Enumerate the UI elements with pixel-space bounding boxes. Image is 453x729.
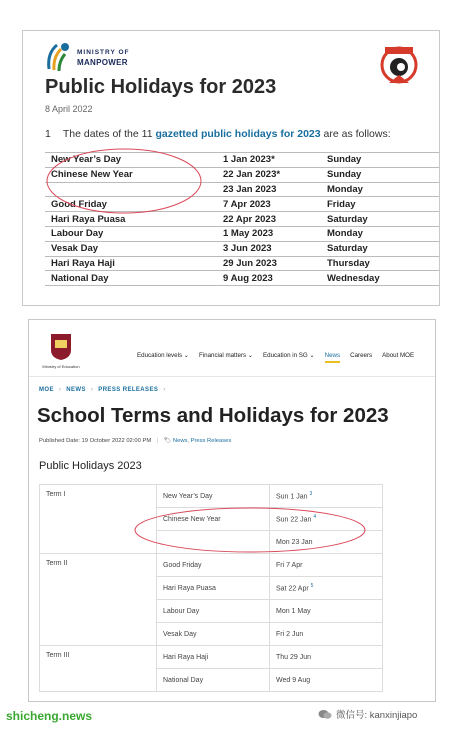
cell-date: 22 Apr 2023 [217, 212, 321, 227]
chevron-right-icon: › [58, 387, 62, 393]
breadcrumb-news[interactable]: NEWS [66, 387, 86, 393]
moe-crest-icon [39, 332, 83, 372]
source-watermark: shicheng.news [6, 709, 93, 723]
nav-about-moe[interactable]: About MOE [382, 352, 415, 359]
publish-date: 8 April 2022 [45, 104, 93, 114]
mom-logo-line1: MINISTRY OF [77, 49, 130, 56]
intro-text-post: are as follows: [320, 128, 391, 140]
cell-holiday: Labour Day [45, 226, 217, 241]
page-title: School Terms and Holidays for 2023 [37, 404, 389, 427]
nav-news[interactable]: News [325, 352, 340, 363]
cell-date: 1 May 2023 [217, 226, 321, 241]
nav-education-in-sg[interactable]: Education in SG ⌄ [263, 352, 315, 359]
cell-date [270, 485, 383, 508]
cell-holiday: Vesak Day [45, 241, 217, 256]
nav-financial-matters[interactable]: Financial matters ⌄ [198, 352, 253, 359]
news-stamp-logo [379, 43, 419, 89]
date-text: Sun 22 Jan [276, 516, 312, 524]
cell-date [270, 577, 383, 600]
intro-paragraph [45, 128, 391, 140]
cell-day: Monday [321, 182, 440, 197]
table-row [45, 256, 440, 271]
highlight-oval [133, 506, 367, 554]
cell-day: Friday [321, 197, 440, 212]
date-text: Fri 7 Apr [276, 561, 303, 569]
table-row [40, 646, 383, 669]
date-text: Fri 2 Jun [276, 630, 304, 638]
cell-holiday: Labour Day [157, 600, 270, 623]
header-divider [29, 376, 435, 377]
cell-day: Sunday [321, 167, 440, 182]
cell-day: Monday [321, 226, 440, 241]
cell-holiday: Hari Raya Puasa [45, 212, 217, 227]
cell-holiday: National Day [157, 669, 270, 692]
table-row [40, 485, 383, 508]
footnote-link[interactable]: 5 [310, 583, 314, 590]
cell-holiday: New Year’s Day [157, 485, 270, 508]
cell-term: Term II [40, 554, 157, 646]
cell-day: Saturday [321, 241, 440, 256]
nav-education-levels[interactable]: Education levels ⌄ [137, 352, 189, 359]
cell-date [270, 646, 383, 669]
moe-screenshot-panel [28, 319, 436, 702]
paragraph-number: 1 [45, 128, 51, 140]
cell-date [270, 623, 383, 646]
date-text: Thu 29 Jun [276, 653, 312, 661]
table-row [45, 271, 440, 286]
cell-date: 22 Jan 2023* [217, 167, 321, 182]
breadcrumb [39, 387, 171, 393]
date-text: Mon 23 Jan [276, 538, 313, 546]
intro-text-pre: The dates of the 11 [62, 128, 156, 140]
cell-date: 29 Jun 2023 [217, 256, 321, 271]
tag-icon: 🏷 [163, 438, 172, 444]
cell-holiday: Hari Raya Puasa [157, 577, 270, 600]
wechat-icon [318, 709, 332, 720]
cell-holiday: Chinese New Year [157, 508, 270, 531]
cell-day: Sunday [321, 153, 440, 168]
footnote-link[interactable]: 4 [313, 514, 317, 521]
wechat-id: 微信号: kanxinjiapo [336, 710, 418, 721]
main-nav [137, 352, 414, 363]
breadcrumb-moe[interactable]: MOE [39, 387, 54, 393]
mom-logo-line2: MANPOWER [77, 58, 128, 67]
chevron-right-icon: › [90, 387, 94, 393]
svg-text:Ministry of Education: Ministry of Education [42, 364, 80, 369]
cell-date [270, 669, 383, 692]
mom-logo[interactable] [43, 39, 148, 79]
cell-holiday: Good Friday [45, 197, 217, 212]
cell-holiday: Hari Raya Haji [157, 646, 270, 669]
section-heading: Public Holidays 2023 [39, 460, 142, 472]
date-text: Sun 1 Jan [276, 493, 308, 501]
moe-logo[interactable] [39, 332, 83, 372]
cell-date: 7 Apr 2023 [217, 197, 321, 212]
cell-date: 9 Aug 2023 [217, 271, 321, 286]
chevron-right-icon: › [163, 387, 166, 393]
cell-day: Thursday [321, 256, 440, 271]
publish-info: Published Date: 19 October 2022 02:00 PM | 🏷 News, Press Releases [39, 438, 232, 444]
cell-day: Wednesday [321, 271, 440, 286]
mom-screenshot-panel [22, 30, 440, 306]
nav-careers[interactable]: Careers [350, 352, 373, 359]
cell-date [270, 554, 383, 577]
date-text: Sat 22 Apr [276, 585, 309, 593]
cell-holiday: New Year’s Day [45, 153, 217, 168]
table-row [40, 554, 383, 577]
page-title: Public Holidays for 2023 [45, 76, 277, 98]
cell-term: Term I [40, 485, 157, 554]
cell-date: 1 Jan 2023* [217, 153, 321, 168]
footnote-link[interactable]: 3 [309, 491, 313, 498]
cell-day: Saturday [321, 212, 440, 227]
cell-holiday: Chinese New Year [45, 167, 217, 182]
published-date: Published Date: 19 October 2022 02:00 PM [39, 438, 152, 444]
wechat-watermark [318, 707, 417, 721]
table-row [45, 241, 440, 256]
table-row [45, 226, 440, 241]
cell-holiday: Good Friday [157, 554, 270, 577]
cell-term: Term III [40, 646, 157, 692]
cell-holiday: National Day [45, 271, 217, 286]
date-text: Mon 1 May [276, 607, 311, 615]
mom-logo-mark-icon [43, 39, 73, 75]
highlight-oval [45, 147, 203, 215]
breadcrumb-press-releases[interactable]: PRESS RELEASES [98, 387, 159, 393]
cell-date [270, 600, 383, 623]
cell-date: 3 Jun 2023 [217, 241, 321, 256]
tags-links[interactable]: News, Press Releases [172, 438, 232, 444]
date-text: Wed 9 Aug [276, 676, 311, 684]
cell-holiday: Vesak Day [157, 623, 270, 646]
gazetted-holidays-link[interactable]: gazetted public holidays for 2023 [155, 128, 321, 140]
cell-date: 23 Jan 2023 [217, 182, 321, 197]
cell-holiday: Hari Raya Haji [45, 256, 217, 271]
